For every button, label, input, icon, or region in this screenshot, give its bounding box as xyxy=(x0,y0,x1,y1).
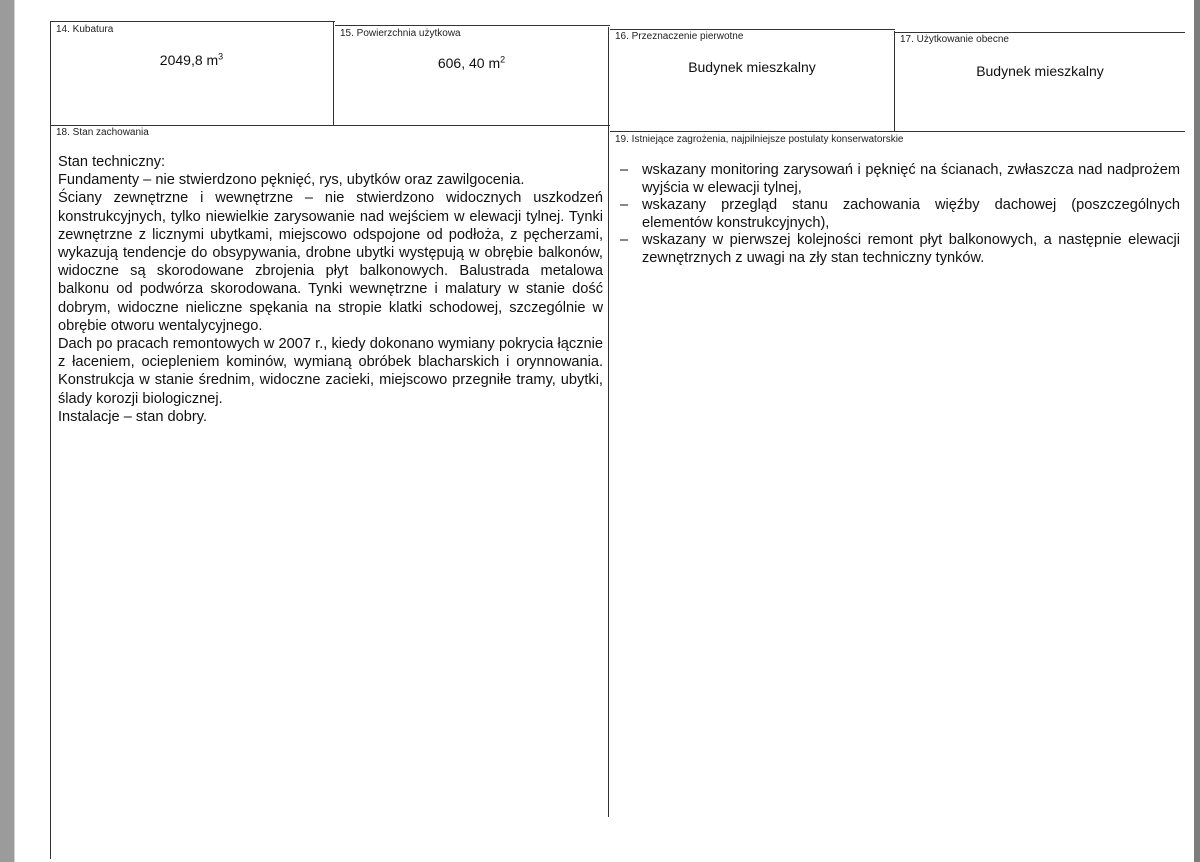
section-label-zagrozenia: 19. Istniejące zagrożenia, najpilniejsze postulaty konserwatorskie xyxy=(615,134,904,145)
field-value-powierzchnia xyxy=(335,55,608,71)
column-divider xyxy=(608,27,609,817)
powierzchnia-number: 606, 40 m xyxy=(437,55,501,71)
field-value-przeznaczenie: Budynek mieszkalny xyxy=(688,59,816,75)
list-item-text: wskazany przegląd stanu zachowania więźby dachowej (poszczególnych elementów konstrukcyjnych), xyxy=(642,197,1180,231)
stan-paragraph: Dach po pracach remontowych w 2007 r., kiedy dokonano wymiany pokrycia łącznie z łaceniem, ociepleniem kominów, wymianą obróbek blacharskich i orynnowania. Konstrukcja w stanie średnim, widoczne zacieki, miejscowo przegniłe tramy, ubytki, ślady korozji biologicznej. xyxy=(58,336,603,407)
top-border xyxy=(610,29,895,30)
column-divider xyxy=(333,21,334,125)
row-divider xyxy=(610,131,1185,132)
list-item xyxy=(620,162,1180,197)
stan-paragraph: Stan techniczny: xyxy=(58,154,166,170)
field-value-uzytkowanie: Budynek mieszkalny xyxy=(976,63,1104,79)
stan-paragraph: Instalacje – stan dobry. xyxy=(58,408,207,425)
top-border xyxy=(335,25,610,26)
stan-zachowania-text xyxy=(58,153,603,426)
list-dash: – xyxy=(620,162,629,178)
kubatura-number: 2049,8 m xyxy=(159,52,219,68)
stan-paragraph: Ściany zewnętrzne i wewnętrzne – nie stwierdzono widocznych uszkodzeń konstrukcyjnych, tylko niewielkie zarysowanie nad wejściem w elewacji tylnej. Tynki zewnętrzne z licznymi ubytkami, miejscowo odspojone od podłoża, z pęcherzami, wykazują tendencje do obsypywania, drobne ubytki występują w obrębie balkonów, widoczne są skorodowane zbrojenia płyt balkonowych. Balustrada metalowa balkonu od podwórza skorodowana. Tynki wewnętrzne i malatury w stanie dość dobrym, widoczne nieliczne spękania na stropie klatki schodowej, szczególnie w obrębie otworu wentalycyjnego. xyxy=(58,190,603,334)
list-dash: – xyxy=(620,197,629,213)
left-border xyxy=(50,21,51,859)
field-label-przeznaczenie: 16. Przeznaczenie pierwotne xyxy=(615,31,744,42)
list-item xyxy=(620,197,1180,232)
top-border xyxy=(50,21,335,22)
document-sheet xyxy=(14,0,1194,862)
kubatura-unit-exponent: 3 xyxy=(218,51,224,62)
scan-edge xyxy=(1194,0,1200,862)
powierzchnia-unit-exponent: 2 xyxy=(500,54,506,65)
field-label-kubatura: 14. Kubatura xyxy=(56,24,114,35)
section-label-stan: 18. Stan zachowania xyxy=(56,127,149,138)
list-item xyxy=(620,232,1180,267)
field-label-uzytkowanie: 17. Użytkowanie obecne xyxy=(900,34,1009,45)
list-item-text: wskazany monitoring zarysowań i pęknięć na ścianach, zwłaszcza nad nadprożem wyjścia w elewacji tylnej, xyxy=(642,162,1180,196)
stan-paragraph: Fundamenty – nie stwierdzono pęknięć, rys, ubytków oraz zawilgocenia. xyxy=(58,172,525,189)
top-border xyxy=(895,32,1185,33)
list-item-text: wskazany w pierwszej kolejności remont płyt balkonowych, a następnie elewacji zewnętrznych z uwagi na zły stan techniczny tynków. xyxy=(642,232,1180,266)
column-divider xyxy=(894,31,895,131)
field-value-kubatura xyxy=(50,52,333,68)
row-divider xyxy=(50,125,610,126)
field-label-powierzchnia: 15. Powierzchnia użytkowa xyxy=(340,28,461,39)
postulaty-list xyxy=(620,162,1180,267)
list-dash: – xyxy=(620,232,629,248)
